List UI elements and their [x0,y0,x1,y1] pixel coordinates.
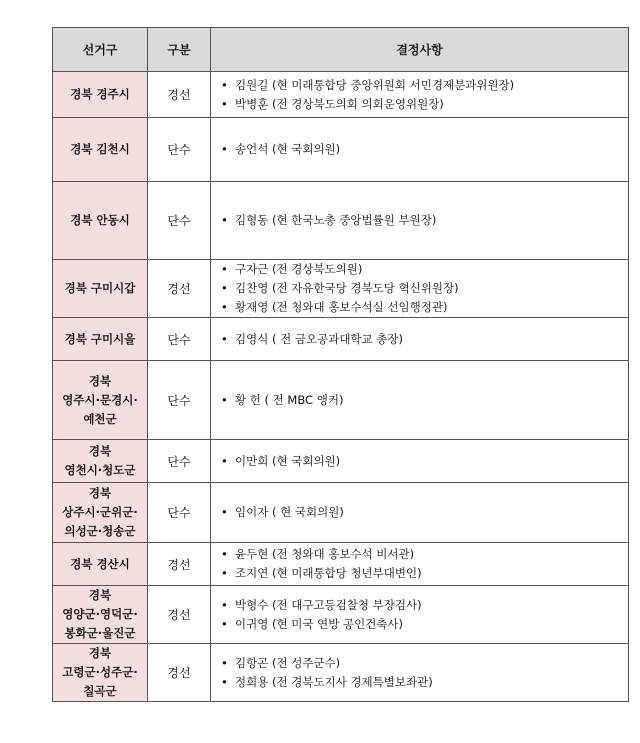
district-line: 경북 [88,646,112,660]
list-item [221,596,628,615]
district-line: 경북 구미시을 [64,331,136,346]
candidate-text: 윤두현 (전 청와대 홍보수석 비서관) [235,547,415,561]
candidate-text: 김형동 (현 한국노총 중앙법률원 부원장) [235,213,437,227]
district-line: 의성군·청송군 [64,524,136,538]
kind-cell: 경선 [148,260,211,318]
table-row [53,72,629,118]
district-cell [53,483,148,543]
bullet-icon: • [221,300,228,314]
candidate-text: 임이자 ( 현 국회의원) [235,505,344,519]
district-line: 영천시·청도군 [64,463,136,477]
candidate-text: 구자근 (전 경상북도의원) [235,262,363,276]
list-item [221,673,628,692]
district-cell [53,543,148,586]
candidate-text: 박형수 (전 대구고등검찰청 부장검사) [235,597,422,612]
kind-cell: 단수 [148,182,211,260]
candidate-text: 김항곤 (전 성주군수) [235,655,341,670]
bullet-icon: • [221,453,228,468]
decision-cell [211,440,629,483]
district-line: 고령군·성주군· [62,665,138,679]
district-cell [53,586,148,644]
candidate-list [221,330,628,349]
decision-cell [211,182,629,260]
decision-cell [211,72,629,118]
candidate-list [221,545,628,583]
table-row [53,644,629,702]
table-row [53,260,629,318]
candidate-list [221,391,628,410]
bullet-icon: • [221,331,228,346]
district-line: 예천군 [83,411,117,426]
decision-cell [211,318,629,361]
table-row [53,361,629,440]
candidate-list [221,260,628,317]
district-line: 영주시·문경시· [62,392,138,407]
candidate-text: 김찬영 (전 자유한국당 경북도당 혁신위원장) [235,281,459,295]
list-item [221,211,628,230]
nomination-table [52,27,629,702]
header-kind: 구분 [148,28,211,72]
list-item [221,260,628,279]
candidate-text: 이만희 (현 국회의원) [235,453,341,468]
candidate-list [221,596,628,634]
district-line: 경북 [88,486,112,500]
bullet-icon: • [221,505,228,519]
list-item [221,279,628,298]
candidate-text: 김영식 ( 전 금오공과대학교 총장) [235,331,404,346]
list-item [221,95,628,114]
bullet-icon: • [221,655,228,670]
district-cell [53,318,148,361]
kind-cell: 단수 [148,318,211,361]
district-line: 경북 [88,588,112,602]
table-row [53,543,629,586]
header-row [53,28,629,72]
list-item [221,564,628,583]
candidate-text: 김원길 (현 미래통합당 중앙위원회 서민경제분과위원장) [235,77,515,92]
decision-cell [211,644,629,702]
list-item [221,140,628,159]
candidate-text: 박병훈 (전 경상북도의회 의회운영위원장) [235,96,444,111]
table-row [53,440,629,483]
district-cell [53,182,148,260]
decision-cell [211,361,629,440]
bullet-icon: • [221,213,228,227]
district-cell [53,72,148,118]
district-cell [53,118,148,182]
kind-cell: 단수 [148,440,211,483]
kind-cell: 단수 [148,118,211,182]
bullet-icon: • [221,547,228,561]
bullet-icon: • [221,77,228,92]
list-item [221,76,628,95]
district-line: 경북 경주시 [70,87,130,101]
table-row [53,483,629,543]
district-line: 경북 김천시 [70,142,130,156]
decision-cell [211,483,629,543]
list-item [221,391,628,410]
list-item [221,298,628,317]
kind-cell: 경선 [148,644,211,702]
candidate-list [221,76,628,114]
list-item [221,654,628,673]
candidate-text: 정희용 (전 경북도지사 경제특별보좌관) [235,674,433,689]
list-item [221,545,628,564]
district-cell [53,361,148,440]
kind-cell: 경선 [148,586,211,644]
decision-cell [211,260,629,318]
table-row [53,118,629,182]
candidate-list [221,140,628,159]
candidate-text: 조지연 (현 미래통합당 청년부대변인) [235,566,422,580]
bullet-icon: • [221,392,228,407]
candidate-text: 황 헌 ( 전 MBC 앵커) [235,392,344,407]
district-line: 봉화군·울진군 [64,626,136,640]
kind-cell: 경선 [148,543,211,586]
bullet-icon: • [221,674,228,689]
district-line: 경북 구미시갑 [64,281,136,295]
bullet-icon: • [221,597,228,612]
candidate-list [221,211,628,230]
candidate-text: 송언석 (현 국회의원) [235,142,341,156]
district-line: 경북 [88,373,112,388]
bullet-icon: • [221,281,228,295]
district-line: 경북 [88,444,112,458]
kind-cell: 경선 [148,72,211,118]
district-cell [53,260,148,318]
district-line: 경북 안동시 [70,213,130,227]
district-cell [53,644,148,702]
candidate-text: 황재영 (전 청와대 홍보수석실 선임행정관) [235,300,448,314]
candidate-list [221,503,628,522]
decision-cell [211,543,629,586]
list-item [221,503,628,522]
district-line: 영양군·영덕군· [62,607,138,621]
candidate-list [221,452,628,471]
bullet-icon: • [221,262,228,276]
kind-cell: 단수 [148,483,211,543]
table-row [53,586,629,644]
list-item [221,615,628,634]
kind-cell: 단수 [148,361,211,440]
bullet-icon: • [221,96,228,111]
list-item [221,330,628,349]
decision-cell [211,118,629,182]
table-row [53,318,629,361]
district-cell [53,440,148,483]
decision-cell [211,586,629,644]
candidate-text: 이귀영 (현 미국 연방 공인건축사) [235,616,404,631]
bullet-icon: • [221,566,228,580]
bullet-icon: • [221,616,228,631]
candidate-list [221,654,628,692]
header-district: 선거구 [53,28,148,72]
table-row [53,182,629,260]
district-line: 상주시·군위군· [62,505,138,519]
bullet-icon: • [221,142,228,156]
list-item [221,452,628,471]
district-line: 경북 경산시 [70,556,130,571]
header-decision: 결정사항 [211,28,629,72]
district-line: 칠곡군 [83,684,117,698]
